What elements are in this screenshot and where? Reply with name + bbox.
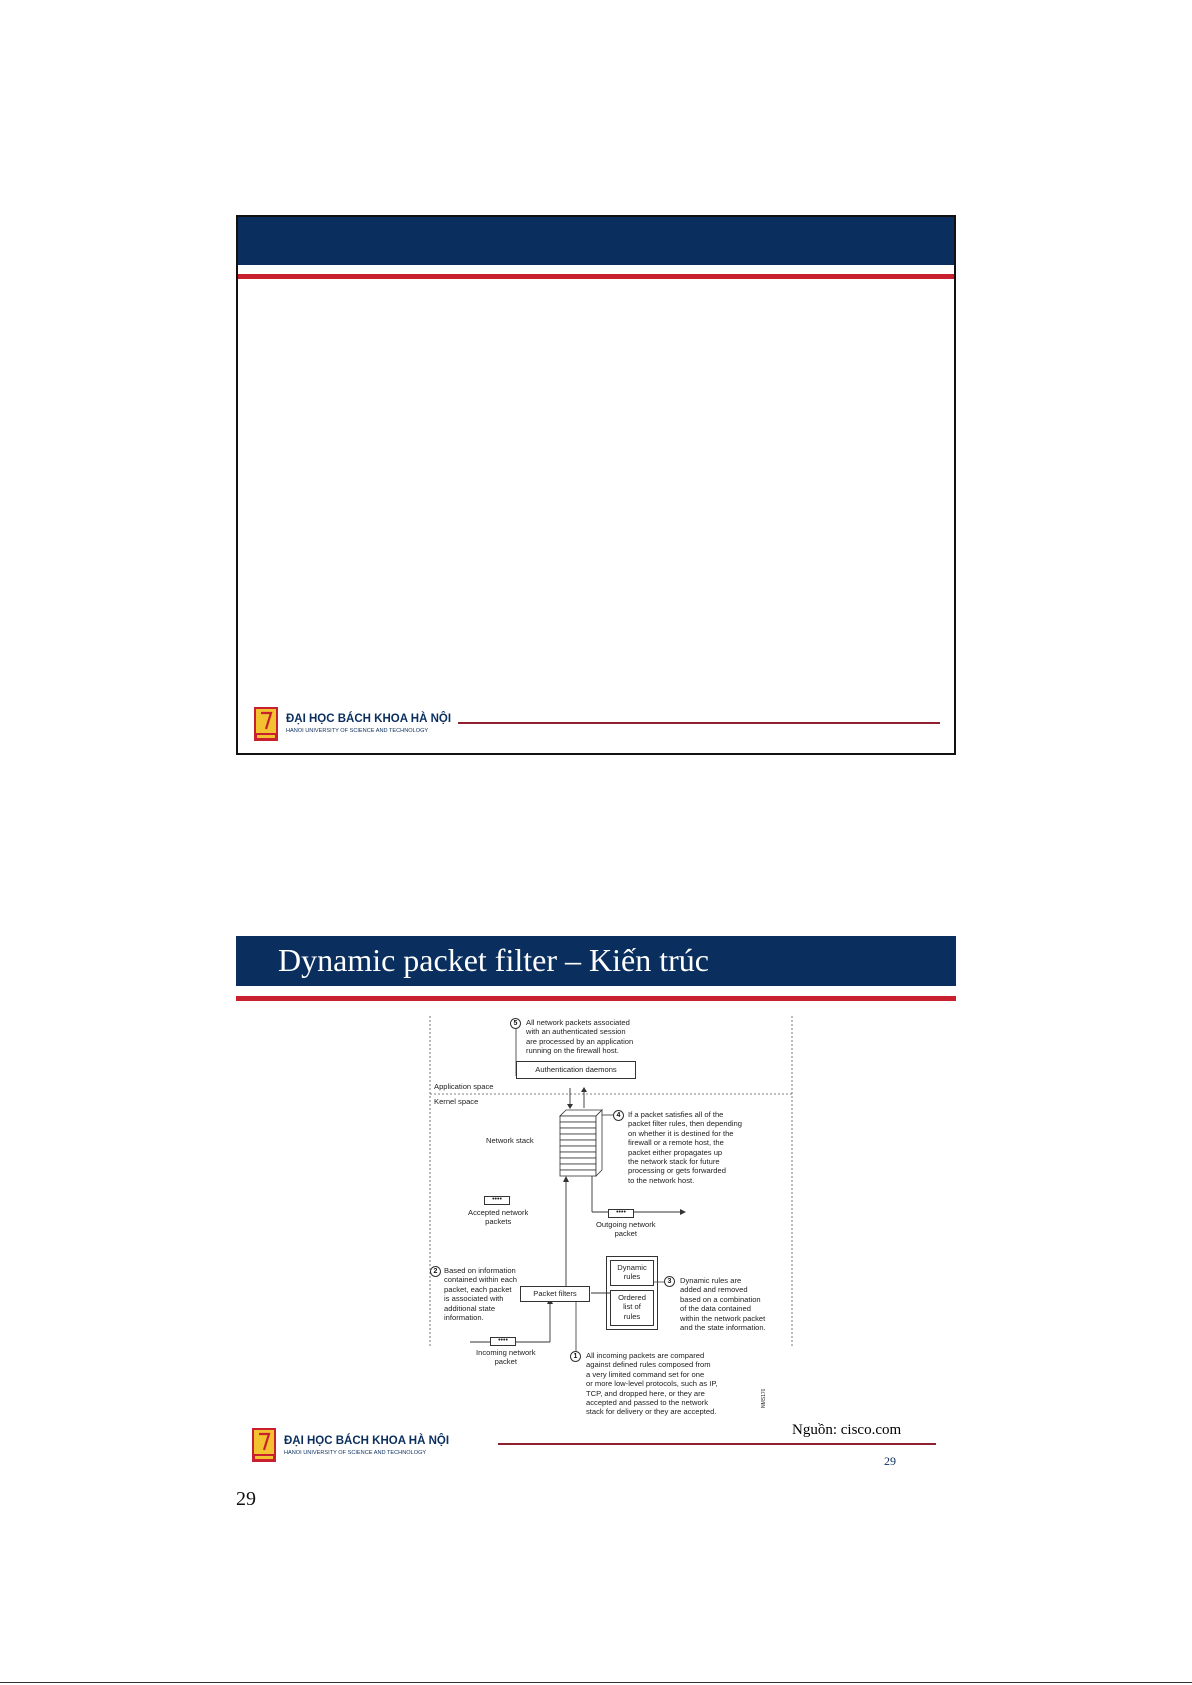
outgoing-packet-icon: •••• <box>608 1209 634 1218</box>
university-logo-icon <box>254 707 278 741</box>
university-name: ĐẠI HỌC BÁCH KHOA HÀ NỘI <box>286 713 452 725</box>
slide-title-bar <box>238 217 954 265</box>
university-name-en: HANOI UNIVERSITY OF SCIENCE AND TECHNOLOGY <box>284 1450 427 1456</box>
slide-number: 29 <box>884 1454 896 1468</box>
university-logo-icon <box>252 1428 276 1462</box>
footer-line <box>458 722 940 724</box>
slide-title-bar <box>236 936 956 986</box>
source-note: Nguồn: cisco.com <box>792 1422 902 1438</box>
ordered-rules-box: Ordered list of rules <box>610 1290 654 1326</box>
accepted-packet-icon: •••• <box>484 1196 510 1205</box>
page-bottom-rule <box>0 1682 1192 1683</box>
auth-daemons-box: Authentication daemons <box>516 1061 636 1079</box>
title-underline <box>238 274 954 279</box>
note-4: If a packet satisfies all of the packet filter rules, then depending on whether it is destined for the firewall or a remote host, the packet either propagates up the network stack for future processing or gets forwarded to the network host. <box>628 1110 742 1185</box>
packet-filters-box: Packet filters <box>520 1286 590 1302</box>
footer-line <box>498 1443 936 1445</box>
dynamic-rules-box: Dynamic rules <box>610 1260 654 1286</box>
marker-5: 5 <box>510 1018 521 1029</box>
accepted-packets-label: Accepted network packets <box>468 1208 529 1227</box>
marker-2: 2 <box>430 1266 441 1277</box>
kernel-space-label: Kernel space <box>434 1097 479 1106</box>
university-name: ĐẠI HỌC BÁCH KHOA HÀ NỘI <box>284 1435 450 1447</box>
application-space-label: Application space <box>434 1082 494 1091</box>
incoming-packet-icon: •••• <box>490 1337 516 1346</box>
packet-filter-diagram <box>426 1016 796 1436</box>
network-stack-label: Network stack <box>486 1136 534 1145</box>
title-underline <box>236 996 956 1001</box>
marker-3: 3 <box>664 1276 675 1287</box>
slide-top <box>236 215 956 755</box>
outgoing-packet-label: Outgoing network packet <box>596 1220 656 1239</box>
university-name-en: HANOI UNIVERSITY OF SCIENCE AND TECHNOLOGY <box>286 728 429 734</box>
note-1: All incoming packets are compared against defined rules composed from a very limited command set for one or more low-level protocols, such as IP, TCP, and dropped here, or they are accepted and passed to the network stack for delivery or they are accepted. <box>586 1351 718 1417</box>
slide-bottom <box>236 936 956 1474</box>
note-5: All network packets associated with an authenticated session are processed by an application running on the firewall host. <box>526 1018 634 1056</box>
note-3: Dynamic rules are added and removed based on a combination of the data contained within the network packet and the state information. <box>680 1276 766 1333</box>
figure-id: NMS170 <box>761 1388 767 1408</box>
marker-1: 1 <box>570 1351 581 1362</box>
slide-title: Dynamic packet filter – Kiến trúc <box>278 942 709 978</box>
note-2: Based on information contained within each packet, each packet is associated with additional state information. <box>444 1266 518 1323</box>
marker-4: 4 <box>613 1110 624 1121</box>
page-number: 29 <box>236 1488 256 1510</box>
incoming-packet-label: Incoming network packet <box>476 1348 536 1367</box>
